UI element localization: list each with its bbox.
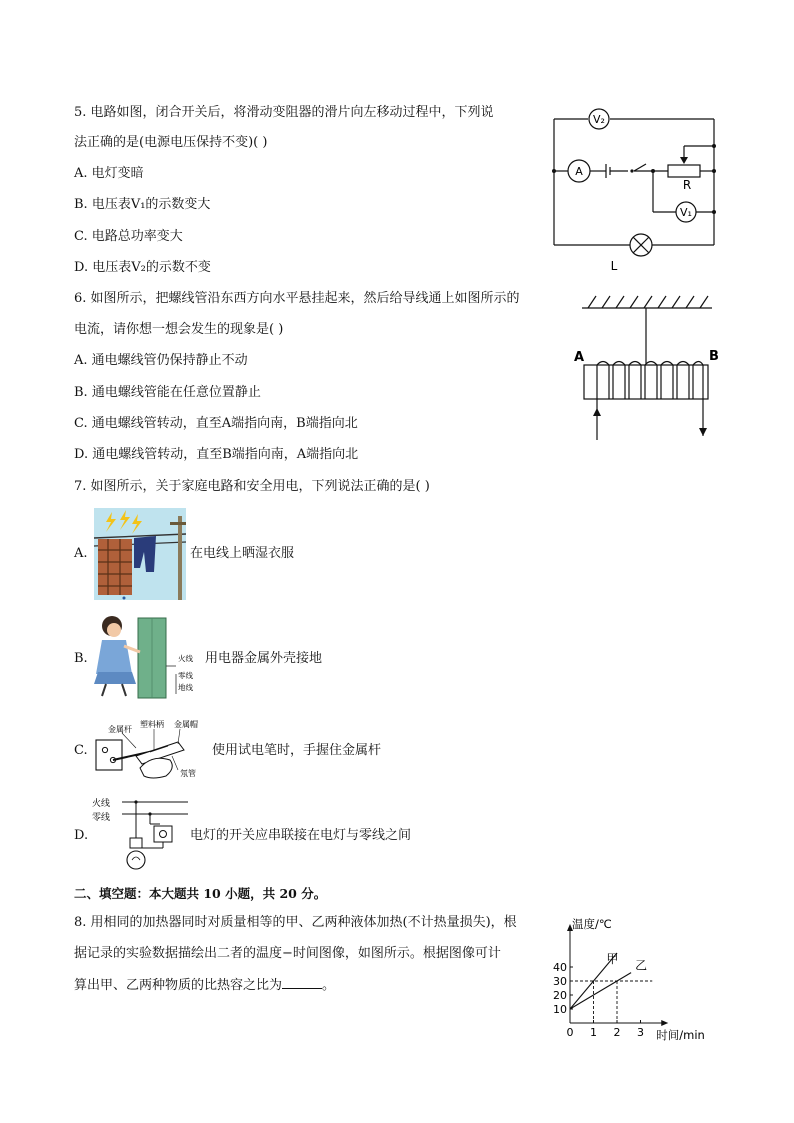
q7d-live-wire-label: 火线 (92, 799, 111, 809)
y-tick-label: 30 (553, 975, 567, 988)
series-line-yi (570, 973, 631, 1009)
appliance-grounding-illustration (92, 612, 204, 700)
q8-stem-line1: 8. 用相同的加热器同时对质量相等的甲、乙两种液体加热(不计热量损失)，根 (74, 915, 517, 930)
q8-answer-blank[interactable] (282, 976, 322, 989)
q7-option-d-letter[interactable]: D. (74, 828, 89, 843)
resistor-label: R (682, 178, 692, 192)
y-tick-label: 40 (553, 961, 567, 974)
q7-option-c-letter[interactable]: C. (74, 743, 88, 758)
q8-stem-line2: 据记录的实验数据描绘出二者的温度−时间图像，如图所示。根据图像可计 (74, 946, 501, 961)
q6-stem-line1: 6. 如图所示，把螺线管沿东西方向水平悬挂起来，然后给导线通上如图所示的 (74, 291, 520, 306)
x-axis-arrow (661, 1020, 668, 1026)
q5-option-a[interactable]: A. 电灯变暗 (74, 166, 144, 181)
q7-option-d-text: 电灯的开关应串联接在电灯与零线之间 (190, 828, 412, 843)
q7-option-b-letter[interactable]: B. (74, 651, 88, 666)
q7-option-c-text: 使用试电笔时，手握住金属杆 (212, 743, 382, 758)
y-tick-label: 10 (553, 1003, 567, 1016)
x-tick-label: 3 (637, 1026, 644, 1039)
x-tick-label: 1 (590, 1026, 597, 1039)
lamp-switch-circuit-illustration (92, 790, 190, 874)
q7-option-b-text: 用电器金属外壳接地 (205, 651, 323, 666)
plastic-handle-label: 塑料柄 (140, 720, 164, 729)
end-a-label: A (574, 350, 585, 365)
x-tick-label: 2 (613, 1026, 621, 1039)
neutral-wire-label: 零线 (178, 671, 193, 680)
q6-option-b[interactable]: B. 通电螺线管能在任意位置静止 (74, 385, 261, 400)
q5-option-b[interactable]: B. 电压表V₁的示数变大 (74, 197, 211, 212)
live-wire-label: 火线 (178, 654, 193, 663)
voltmeter-v1-label: V₁ (680, 206, 692, 219)
q7d-neutral-wire-label: 零线 (92, 813, 111, 823)
ammeter-label: A (575, 165, 583, 178)
q6-solenoid-figure (570, 290, 724, 444)
y-tick-label: 20 (553, 989, 567, 1002)
q5-option-c[interactable]: C. 电路总功率变大 (74, 229, 183, 244)
voltmeter-v2-label: V₂ (593, 113, 605, 126)
q8-stem-line3-end: 。 (322, 978, 336, 993)
lamp-label: L (610, 259, 618, 273)
q5-circuit-figure (548, 104, 720, 274)
end-b-label: B (709, 349, 719, 364)
y-axis-title: 温度/℃ (572, 917, 612, 931)
q6-stem-line2: 电流，请你想一想会发生的现象是( ) (74, 322, 284, 337)
temperature-time-chart (548, 914, 724, 1042)
x-tick-label: 0 (566, 1026, 574, 1039)
q5-stem-line2: 法正确的是(电源电压保持不变)( ) (74, 135, 268, 150)
metal-cap-label: 金属帽 (174, 720, 198, 729)
series-label-yi: 乙 (635, 958, 648, 973)
q6-option-d[interactable]: D. 通电螺线管转动，直至B端指向南，A端指向北 (74, 447, 359, 462)
metal-rod-label: 金属杆 (108, 725, 132, 734)
q5-option-d[interactable]: D. 电压表V₂的示数不变 (74, 260, 211, 275)
ground-wire-label: 地线 (178, 683, 193, 692)
q6-option-a[interactable]: A. 通电螺线管仍保持静止不动 (74, 353, 248, 368)
x-axis-title: 时间/min (656, 1028, 705, 1042)
series-label-jia: 甲 (606, 951, 619, 966)
q6-option-c[interactable]: C. 通电螺线管转动，直至A端指向南，B端指向北 (74, 416, 358, 431)
q7-option-a-letter[interactable]: A. (74, 546, 88, 561)
wet-clothes-on-wire-illustration (94, 508, 186, 600)
section-2-heading: 二、填空题：本大题共 10 小题，共 20 分。 (74, 886, 327, 901)
q5-stem-line1: 5. 电路如图，闭合开关后，将滑动变阻器的滑片向左移动过程中，下列说 (74, 105, 494, 120)
test-pen-illustration (92, 716, 210, 784)
neon-tube-label: 氖管 (180, 769, 196, 778)
q8-stem-line3-text: 算出甲、乙两种物质的比热容之比为 (74, 978, 283, 993)
q7-option-a-text: 在电线上晒湿衣服 (190, 546, 295, 561)
q7-stem: 7. 如图所示，关于家庭电路和安全用电，下列说法正确的是( ) (74, 479, 430, 494)
q8-stem-line3 (74, 976, 335, 995)
